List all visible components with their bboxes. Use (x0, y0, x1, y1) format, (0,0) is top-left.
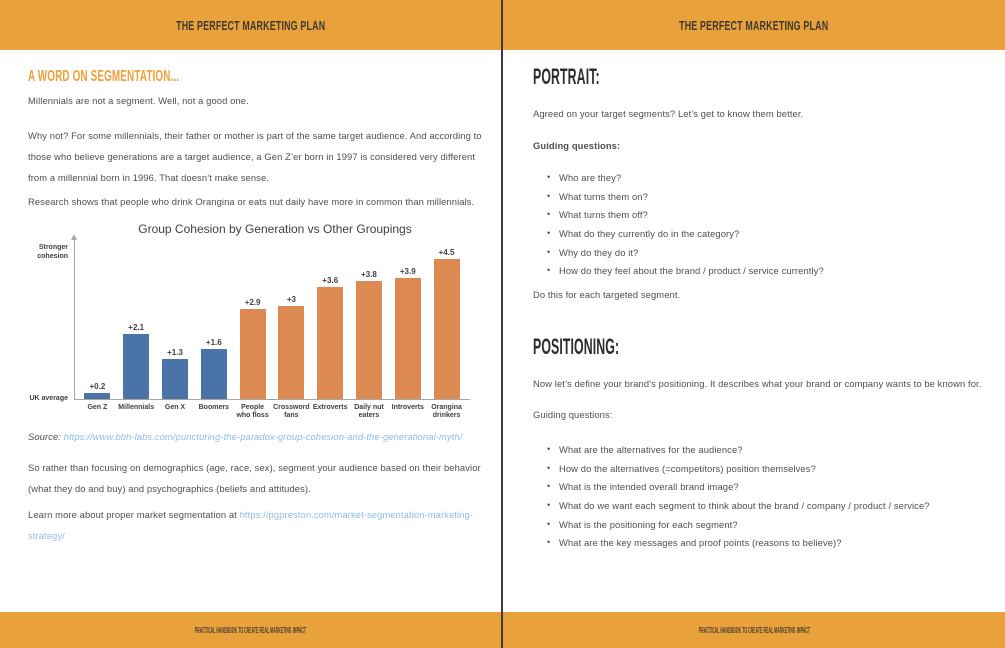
segmentation-heading: A WORD ON SEGMENTATION... (28, 68, 180, 85)
bar-column (350, 270, 389, 399)
bar-value-label: +1.6 (205, 338, 222, 347)
bar (278, 306, 304, 399)
bar (356, 281, 382, 399)
portrait-intro: Agreed on your target segments? Let’s get to know them better. (533, 108, 804, 119)
page-left (0, 0, 501, 648)
why-not-paragraph: Why not? For some millennials, their father or mother is part of the same target audience. And according to those who believe generations are a target audience, a Gen Z’er born in 1997 is considered very different from a millennial born in 1996. That doesn’t make sense. (28, 130, 482, 183)
bar-column (427, 248, 466, 399)
chart-title: Group Cohesion by Generation vs Other Groupings (138, 222, 412, 236)
y-axis-line (74, 240, 75, 400)
bar (201, 349, 227, 399)
y-axis-bottom-label: UK average (29, 395, 68, 402)
bar-category-label: Crossword fans (273, 404, 310, 419)
bar (395, 278, 421, 399)
bar-column (233, 298, 272, 399)
bar (317, 287, 343, 399)
learn-more-prefix: Learn more about proper market segmentation at (28, 509, 240, 520)
bar-category-label: Extroverts (312, 404, 348, 411)
bar-column (78, 382, 117, 399)
bar-category-label: Boomers (198, 404, 229, 411)
bar (240, 309, 266, 399)
bar-category-label: Millennials (118, 404, 155, 411)
chart-plot-area (24, 244, 470, 420)
question-item: • What is the intended overall brand image? (546, 481, 983, 493)
bar-column (117, 323, 156, 399)
question-item: • What is the positioning for each segment? (546, 519, 983, 531)
portrait-heading-block (533, 64, 983, 90)
question-item: • What do they currently do in the category? (546, 228, 983, 240)
bar-category-label: Daily nut eaters (354, 404, 384, 419)
bar (123, 334, 149, 399)
bar-value-label: +3.9 (399, 267, 416, 276)
bars-row (74, 244, 470, 400)
segmentation-heading-block (28, 68, 272, 86)
learn-more-link[interactable]: https://pgpreston.com/market-segmentation-marketing-strategy/ (28, 509, 474, 541)
portrait-heading: PORTRAIT: (533, 64, 600, 89)
question-item: • What are the key messages and proof points (reasons to believe)? (546, 537, 983, 549)
positioning-guiding-label: Guiding questions: (533, 409, 613, 420)
bar-column (156, 348, 195, 399)
bar-value-label: +3.8 (361, 270, 377, 279)
bar-column (388, 267, 427, 399)
page-right (503, 0, 1005, 648)
source-line (28, 426, 494, 447)
footer-title: PRACTICAL HANDBOOK TO CREATE REAL MARKETING IMPACT (194, 625, 307, 635)
bar (162, 359, 188, 399)
page-left-header-band (0, 0, 501, 50)
portrait-guiding-label: Guiding questions: (533, 140, 621, 151)
chart-bars-area (74, 244, 470, 420)
bar-value-label: +2.1 (128, 323, 145, 332)
page-divider (501, 0, 503, 648)
bar-value-label: +1.3 (167, 348, 183, 357)
portrait-section (533, 64, 983, 305)
header-title: THE PERFECT MARKETING PLAN (175, 17, 326, 33)
bar (84, 393, 110, 399)
source-link[interactable]: https://www.bbh-labs.com/puncturing-the-paradox-group-cohesion-and-the-generational-myth/ (63, 431, 463, 442)
question-item: • How do they feel about the brand / product / service currently? (546, 265, 983, 277)
bar-column (311, 276, 350, 399)
axis-arrow-icon (71, 234, 77, 240)
bar-category-label: Gen X (164, 404, 186, 411)
page-left-footer-band (0, 612, 501, 648)
learn-more-paragraph (28, 504, 480, 546)
group-cohesion-chart (24, 222, 470, 420)
question-item: • What turns them on? (546, 191, 983, 203)
question-item: • Why do they do it? (546, 247, 983, 259)
bar-value-label: +2.9 (244, 298, 261, 307)
so-rather-paragraph: So rather than focusing on demographics (age, race, sex), segment your audience based on their behavior (what they do and buy) and psychographics (beliefs and attitudes). (28, 462, 481, 494)
bar-category-label: Introverts (391, 404, 424, 411)
question-item: • What turns them off? (546, 209, 983, 221)
question-item: • What do we want each segment to think about the brand / company / product / service? (546, 500, 983, 512)
bar-column (272, 295, 311, 399)
intro-paragraph: Millennials are not a segment. Well, not a good one. (28, 95, 249, 106)
page-right-header-band (503, 0, 1005, 50)
question-item: • How do the alternatives (=competitors) position themselves? (546, 463, 983, 475)
bar-value-label: +3 (286, 295, 296, 304)
bar-value-label: +0.2 (89, 382, 106, 391)
portrait-outro: Do this for each targeted segment. (533, 289, 681, 301)
bar-category-label: Orangina drinkers (431, 404, 462, 419)
question-item: • What are the alternatives for the audience? (546, 444, 983, 456)
question-item: • Who are they? (546, 172, 983, 184)
bar-value-label: +4.5 (438, 248, 455, 257)
chart-axis-labels (24, 244, 74, 400)
bar-value-label: +3.6 (322, 276, 339, 285)
footer-title: PRACTICAL HANDBOOK TO CREATE REAL MARKETING IMPACT (698, 625, 810, 635)
bar-category-label: People who floss (236, 404, 269, 419)
positioning-questions (546, 444, 983, 549)
bar (434, 259, 460, 399)
research-paragraph: Research shows that people who drink Orangina or eats nut daily have more in common than millennials. (28, 196, 475, 207)
positioning-heading-block (533, 334, 983, 360)
page-right-footer-band (503, 612, 1005, 648)
positioning-heading: POSITIONING: (533, 334, 620, 359)
source-label: Source: (28, 431, 64, 442)
header-title: THE PERFECT MARKETING PLAN (679, 17, 829, 33)
portrait-questions (546, 172, 983, 277)
positioning-intro: Now let’s define your brand’s positioning. It describes what your brand or company wants to be known for. (533, 378, 982, 389)
bar-category-label: Gen Z (87, 404, 108, 411)
positioning-section (533, 334, 983, 556)
bar-column (194, 338, 233, 399)
category-labels-row (74, 400, 470, 420)
y-axis-top-label: Stronger cohesion (37, 244, 68, 260)
